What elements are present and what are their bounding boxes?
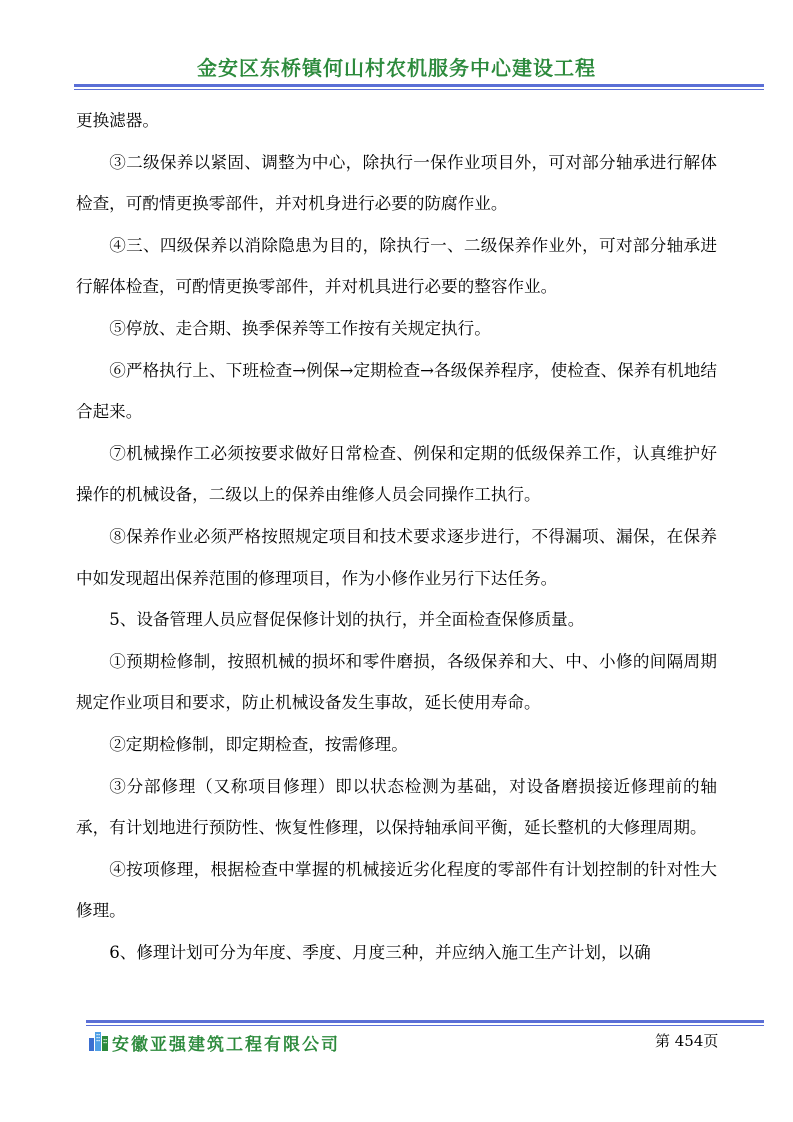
paragraph: ⑥严格执行上、下班检查→例保→定期检查→各级保养程序，使检查、保养有机地结合起来。 <box>76 360 717 422</box>
paragraph: ③二级保养以紧固、调整为中心，除执行一保作业项目外，可对部分轴承进行解体检查，可酌情更换零部件，并对机身进行必要的防腐作业。 <box>76 152 717 214</box>
page-number: 第 454页 <box>655 1032 719 1050</box>
paragraph: ⑧保养作业必须严格按照规定项目和技术要求逐步进行，不得漏项、漏保，在保养中如发现超出保养范围的修理项目，作为小修作业另行下达任务。 <box>76 526 717 588</box>
footer-divider <box>86 1020 764 1023</box>
paragraph: 5、设备管理人员应督促保修计划的执行，并全面检查保修质量。 <box>109 610 585 630</box>
paragraph: 更换滤器。 <box>76 111 159 130</box>
building-logo-icon <box>88 1029 110 1051</box>
document-body <box>76 100 717 973</box>
paragraph: ④三、四级保养以消除隐患为目的，除执行一、二级保养作业外，可对部分轴承进行解体检查，可酌情更换零部件，并对机具进行必要的整容作业。 <box>76 235 717 297</box>
footer-divider-thin <box>86 1025 764 1026</box>
page-header-title: 金安区东桥镇何山村农机服务中心建设工程 <box>197 56 596 80</box>
paragraph: ①预期检修制，按照机械的损坏和零件磨损，各级保养和大、中、小修的间隔周期规定作业项目和要求，防止机械设备发生事故，延长使用寿命。 <box>76 651 717 713</box>
paragraph: ④按项修理，根据检查中掌握的机械接近劣化程度的零部件有计划控制的针对性大修理。 <box>76 859 717 921</box>
paragraph: ⑦机械操作工必须按要求做好日常检查、例保和定期的低级保养工作，认真维护好操作的机械设备，二级以上的保养由维修人员会同操作工执行。 <box>76 443 717 505</box>
paragraph: ③分部修理（又称项目修理）即以状态检测为基础，对设备磨损接近修理前的轴承，有计划地进行预防性、恢复性修理，以保持轴承间平衡，延长整机的大修理周期。 <box>76 776 717 838</box>
paragraph: 6、修理计划可分为年度、季度、月度三种，并应纳入施工生产计划，以确 <box>109 942 651 962</box>
paragraph: ②定期检修制，即定期检查，按需修理。 <box>109 734 408 754</box>
paragraph: ⑤停放、走合期、换季保养等工作按有关规定执行。 <box>109 318 491 338</box>
footer-company-name: 安徽亚强建筑工程有限公司 <box>112 1035 340 1055</box>
header-divider-thin <box>74 89 764 90</box>
header-divider <box>74 84 764 87</box>
